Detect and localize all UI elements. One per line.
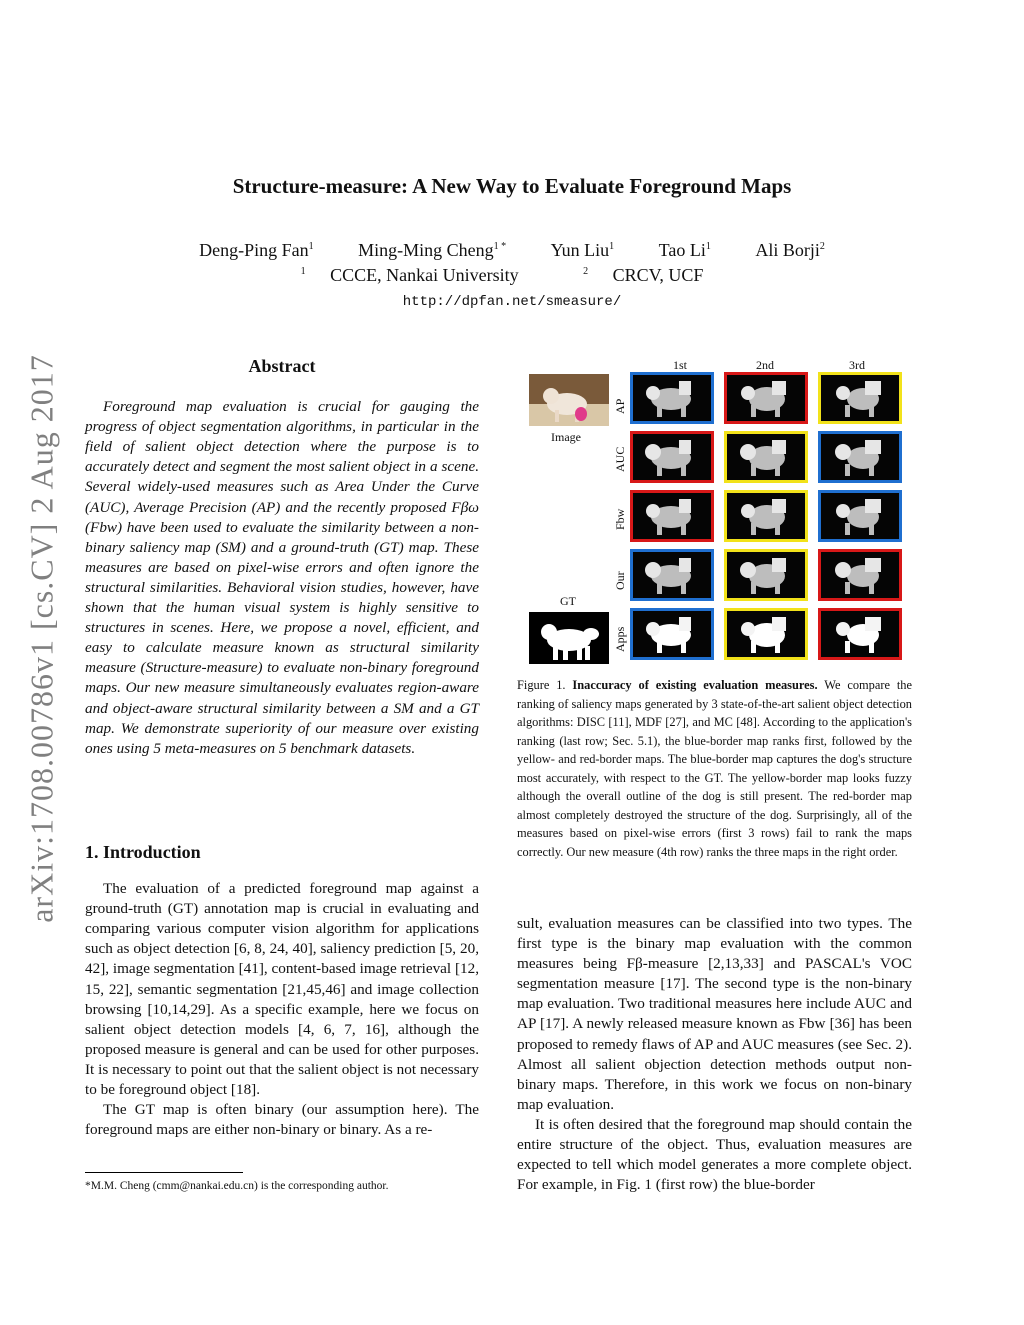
footnote: *M.M. Cheng (cmm@nankai.edu.cn) is the corresponding author. xyxy=(85,1180,389,1192)
source-image xyxy=(529,374,609,426)
rank-label-3rd: 3rd xyxy=(849,358,865,372)
saliency-map-yellow-border xyxy=(724,608,808,660)
saliency-map-yellow-border xyxy=(724,549,808,601)
saliency-map-blue-border xyxy=(818,490,902,542)
saliency-map-blue-border xyxy=(818,431,902,483)
intro-paragraph-2: The GT map is often binary (our assumption here). The foreground maps are either non-binary or binary. As a re- xyxy=(85,1101,479,1139)
abstract-heading: Abstract xyxy=(248,356,316,376)
saliency-map-blue-border xyxy=(630,608,714,660)
saliency-map-yellow-border xyxy=(724,431,808,483)
affiliation: $^2$ CRCV, UCF xyxy=(583,265,704,285)
caption-body: We compare the ranking of saliency maps generated by 3 state-of-the-art salient object detection algorithms: DISC [11], MDF [27], and MC [48]. According to the application's ranking (last row; Sec. 5.1), the blue-border map ranks first, followed by the yellow- and red-border maps. The blue-border map captures the dog's structure most accurately, with respect to the GT. The yellow-border map looks fuzzy although the overall outline of the dog is still present. The red-border map almost completely destroyed the structure of the dog. Surprisingly, all of the measures based on pixel-wise errors (first 3 rows) fail to rank the maps correctly. Our new measure (4th row) ranks the three maps in the right order. xyxy=(517,678,913,859)
gt-label: GT xyxy=(560,594,576,608)
saliency-map-blue-border xyxy=(630,549,714,601)
row-label-apps: Apps xyxy=(613,626,627,652)
saliency-map-red-border xyxy=(724,372,808,424)
image-label: Image xyxy=(551,430,581,444)
paper-title: Structure-measure: A New Way to Evaluate Foreground Maps xyxy=(232,174,792,198)
author: Tao Li$^1$ xyxy=(658,240,711,260)
author-list xyxy=(0,240,1024,261)
saliency-map-blue-border xyxy=(630,372,714,424)
ground-truth-image xyxy=(529,612,609,664)
project-url[interactable]: http://dpfan.net/smeasure/ xyxy=(402,294,622,310)
saliency-map-yellow-border xyxy=(818,372,902,424)
rank-label-2nd: 2nd xyxy=(756,358,774,372)
saliency-map-yellow-border xyxy=(724,490,808,542)
footnote-rule xyxy=(85,1172,243,1173)
saliency-map-red-border xyxy=(630,431,714,483)
body-paragraph: It is often desired that the foreground map should contain the entire structure of the object. Thus, evaluation measures are expected to tell which model generates a more complete object. For example, in Fig. 1 (first row) the blue-border xyxy=(517,1115,912,1194)
author: Ali Borji$^2$ xyxy=(755,240,825,260)
right-column-text xyxy=(517,914,912,1195)
saliency-map-red-border xyxy=(818,549,902,601)
saliency-map-red-border xyxy=(818,608,902,660)
figure-caption: Figure 1. Inaccuracy of existing evaluation measures. We compare the ranking of saliency maps generated by 3 state-of-the-art salient object detection algorithms: DISC [11], MDF [27], and MC [48]. According to the application's ranking (last row; Sec. 5.1), the blue-border map ranks first, followed by the yellow- and red-border maps. The blue-border map captures the dog's structure most accurately, with respect to the GT. The yellow-border map looks fuzzy although the overall outline of the dog is still present. The red-border map almost completely destroyed the structure of the dog. Surprisingly, all of the measures based on pixel-wise errors (first 3 rows) fail to rank the maps correctly. Our new measure (4th row) ranks the three maps in the right order. xyxy=(517,678,913,859)
saliency-map-red-border xyxy=(630,490,714,542)
introduction-section xyxy=(85,842,479,1140)
body-paragraph: sult, evaluation measures can be classified into two types. The first type is the binary map evaluation with the common measures being Fβ-measure [2,13,33] and PASCAL's VOC segmentation measure [17]. The second type is the non-binary map evaluation. Two traditional measures here include AUC and AP [17]. A newly released measure known as Fbw [36] has been proposed to remedy flaws of AP and AUC measures (see Sec. 2). Almost all salient objection detection methods output non-binary maps. Therefore, in this work we focus on non-binary map evaluation. xyxy=(517,915,912,1113)
caption-title: Inaccuracy of existing evaluation measures. xyxy=(572,678,818,692)
affiliation: $^1$ CCCE, Nankai University xyxy=(300,265,519,285)
row-label-ap: AP xyxy=(613,398,627,414)
row-label-fbw: Fbw xyxy=(613,508,627,530)
affiliations xyxy=(0,265,1024,286)
abstract-text: Foreground map evaluation is crucial for gauging the progress of object segmentation algorithms, in particular in the field of salient object detection where the purpose is to accurately detect and segment the most salient object in a scene. Several widely-used measures such as Area Under the Curve (AUC), Average Precision (AP) and the recently proposed Fβω (Fbw) have been used to evaluate the similarity between a non-binary saliency map (SM) and a ground-truth (GT) map. These measures are based on pixel-wise errors and often ignore the structural similarities. Behavioral vision studies, however, have shown that the human visual system is highly sensitive to structures in scenes. Here, we propose a novel, efficient, and easy to calculate measure known as structural similarity measure (Structure-measure) to evaluate non-binary foreground maps. Our new measure simultaneously evaluates region-aware and object-aware structural similarity between a SM and a GT map. We demonstrate superiority of our measure over existing ones using 5 meta-measures on 5 benchmark datasets. xyxy=(85,398,479,757)
row-label-our: Our xyxy=(613,571,627,590)
abstract-section xyxy=(85,356,479,759)
saliency-map-grid xyxy=(630,372,905,667)
author: Deng-Ping Fan$^1$ xyxy=(199,240,314,260)
row-label-auc: AUC xyxy=(613,446,627,472)
section-heading: 1. Introduction xyxy=(85,842,201,862)
author: Yun Liu$^1$ xyxy=(550,240,615,260)
arxiv-stamp: arXiv:1708.00786v1 [cs.CV] 2 Aug 2017 xyxy=(23,354,60,923)
author: Ming-Ming Cheng$^{1 *}$ xyxy=(358,240,507,260)
intro-paragraph-1: The evaluation of a predicted foreground map against a ground-truth (GT) annotation map is crucial in evaluating and comparing various computer vision algorithm for applications such as object detection [6, 8, 24, 40], saliency prediction [5, 20, 42], image segmentation [41], content-based image retrieval [12, 15, 22], semantic segmentation [21,45,46] and image collection browsing [10,14,29]. As a specific example, here we focus on salient object detection models [4, 6, 7, 16], although the proposed measure is general and can be used for other purposes. It is necessary to point out that the salient object is not necessary to be foreground object [18]. xyxy=(85,880,479,1099)
